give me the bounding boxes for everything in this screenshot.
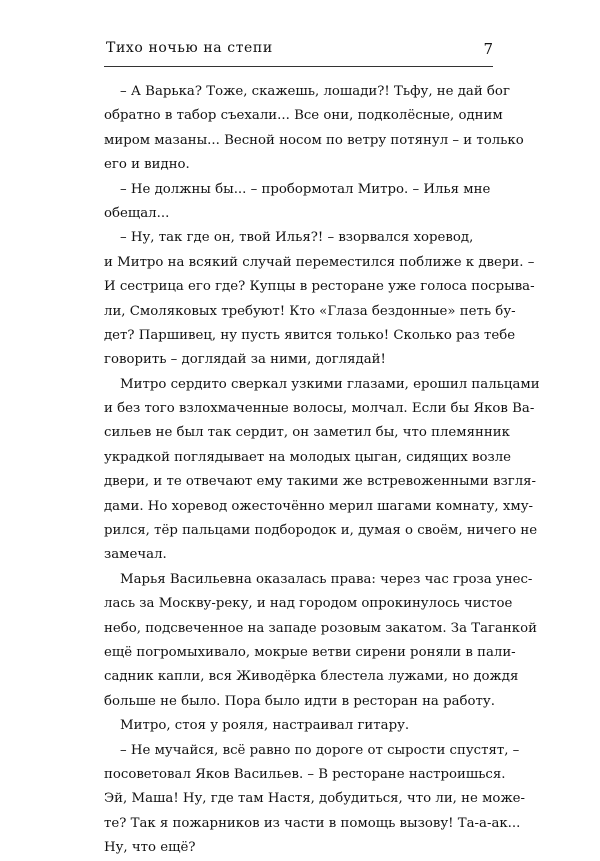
text-line: и Митро на всякий случай переместился поближе к двери. – bbox=[104, 254, 535, 270]
text-line: И сестрица его где? Купцы в ресторане уже голоса посрыва- bbox=[104, 279, 535, 295]
text-line: дами. Но хоревод ожесточённо мерил шагами комнату, хму- bbox=[104, 498, 534, 514]
text-line: ещё погромыхивало, мокрые ветви сирени роняли в пали- bbox=[104, 644, 516, 660]
text-line: посоветовал Яков Васильев. – В ресторане настроишься. bbox=[104, 766, 506, 782]
text-line: – Не должны бы... – пробормотал Митро. – Илья мне bbox=[120, 181, 491, 197]
text-line: Митро, стоя у рояля, настраивал гитару. bbox=[120, 718, 410, 734]
page-number: 7 bbox=[483, 40, 493, 58]
text-line: – Ну, так где он, твой Илья?! – взорвался хоревод, bbox=[120, 230, 474, 246]
text-line: – Не мучайся, всё равно по дороге от сырости спустят, – bbox=[120, 742, 520, 758]
text-line: обещал... bbox=[104, 205, 170, 221]
text-line: Эй, Маша! Ну, где там Настя, добудиться, что ли, не може- bbox=[104, 791, 526, 807]
text-line: замечал. bbox=[104, 547, 167, 563]
text-line: его и видно. bbox=[104, 157, 190, 173]
text-line: и без того взлохмаченные волосы, молчал. Если бы Яков Ва- bbox=[104, 401, 535, 417]
text-line: дет? Паршивец, ну пусть явится только! Сколько раз тебе bbox=[104, 327, 516, 343]
text-line: Марья Васильевна оказалась права: через час гроза унес- bbox=[120, 571, 533, 587]
text-line: сильев не был так сердит, он заметил бы, что племянник bbox=[104, 425, 510, 441]
running-title: Тихо ночью на степи bbox=[106, 40, 273, 56]
running-header bbox=[104, 40, 493, 67]
text-line: садник капли, вся Живодёрка блестела лужами, но дождя bbox=[104, 669, 519, 685]
text-line: двери, и те отвечают ему такими же встревоженными взгля- bbox=[104, 474, 537, 490]
text-line: те? Так я пожарников из части в помощь вызову! Та-а-ак... bbox=[104, 815, 521, 831]
text-line: ли, Смоляковых требуют! Кто «Глаза бездонные» петь бу- bbox=[104, 303, 516, 319]
body-text bbox=[104, 80, 540, 861]
text-line: миром мазаны... Весной носом по ветру потянул – и только bbox=[104, 132, 524, 148]
text-line: украдкой поглядывает на молодых цыган, сидящих возле bbox=[104, 449, 512, 465]
text-line: рился, тёр пальцами подбородок и, думая о своём, ничего не bbox=[104, 523, 538, 539]
text-line: лась за Москву-реку, и над городом опрокинулось чистое bbox=[104, 596, 513, 612]
text-line: небо, подсвеченное на западе розовым закатом. За Таганкой bbox=[104, 620, 537, 636]
text-line: говорить – доглядай за ними, доглядай! bbox=[104, 352, 386, 368]
text-line: обратно в табор съехали... Все они, подколёсные, одним bbox=[104, 108, 503, 124]
text-line: Митро сердито сверкал узкими глазами, ерошил пальцами bbox=[120, 376, 540, 392]
text-line: Ну, что ещё? bbox=[104, 840, 196, 856]
text-line: – А Варька? Тоже, скажешь, лошади?! Тьфу, не дай бог bbox=[120, 84, 510, 99]
text-line: больше не было. Пора было идти в ресторан на работу. bbox=[104, 693, 495, 709]
